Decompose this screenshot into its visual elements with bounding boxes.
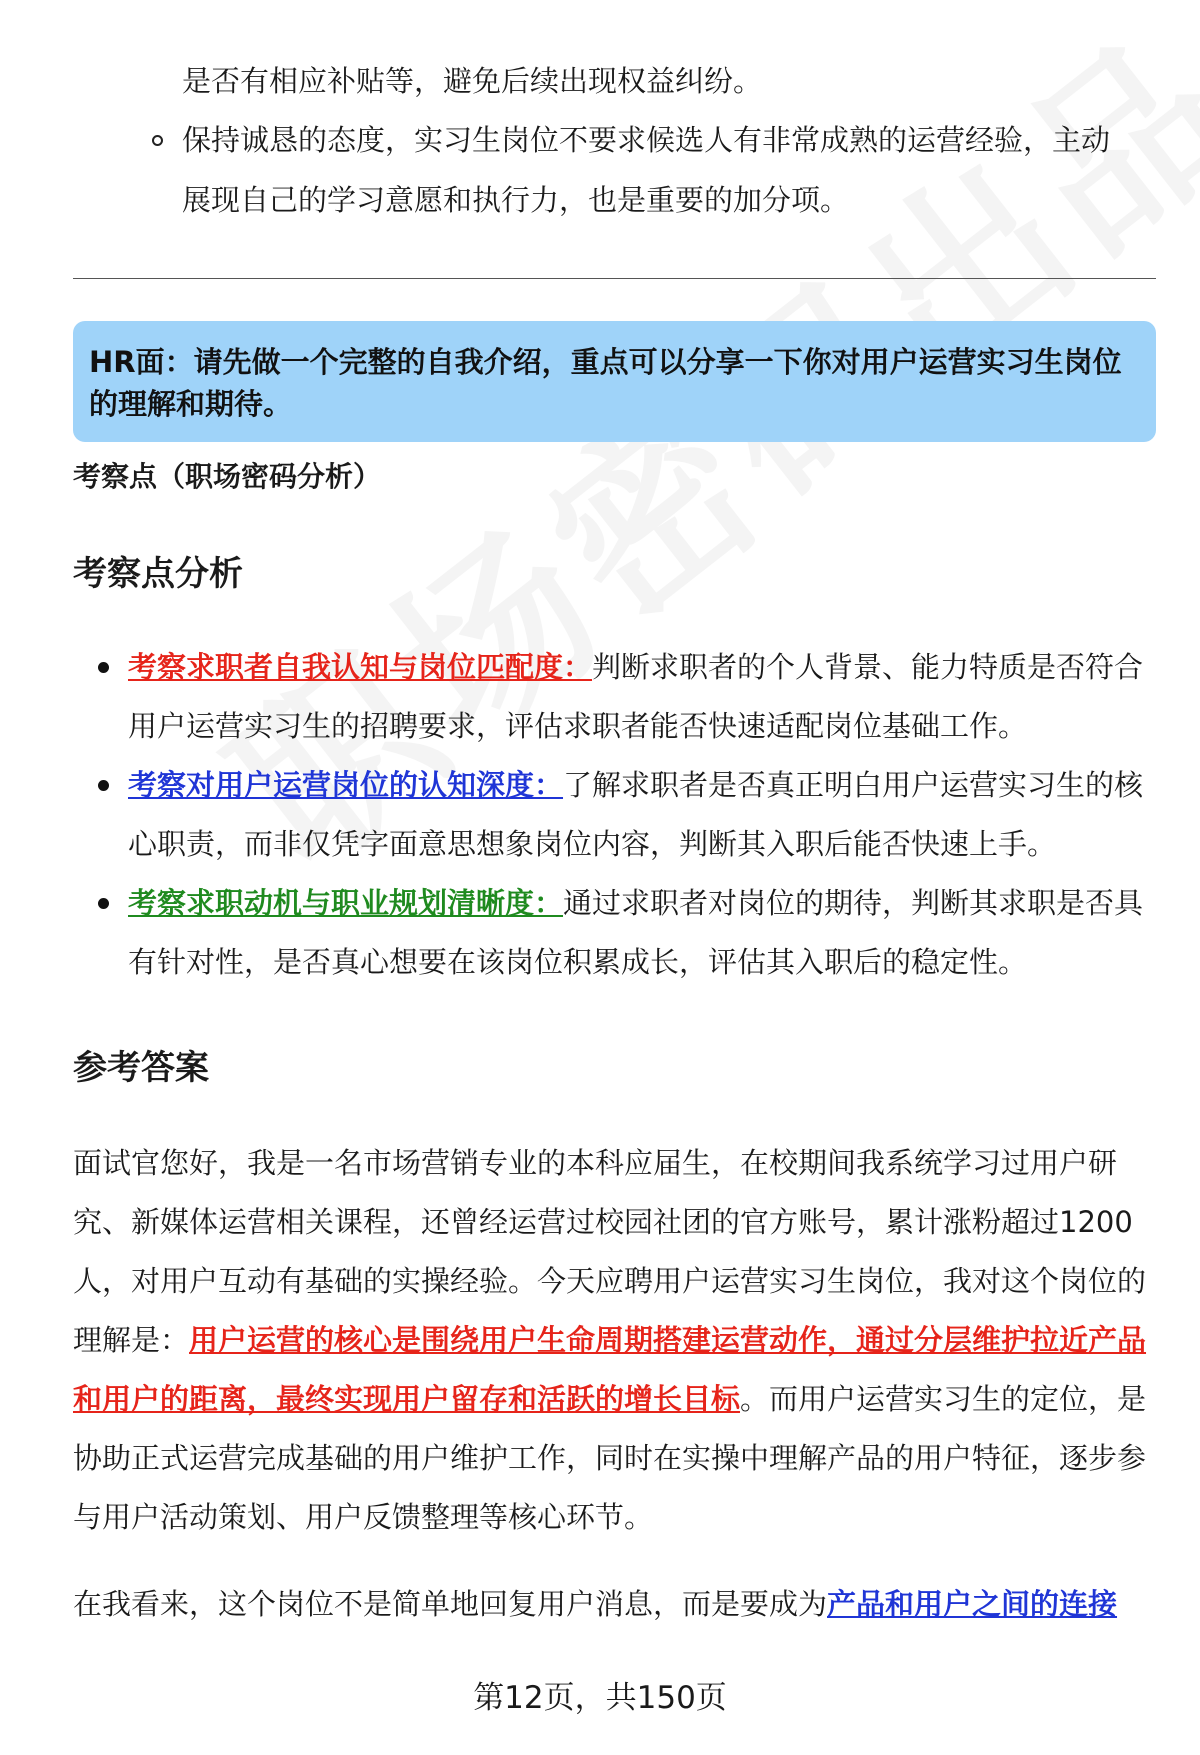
answer-paragraph-1 <box>73 1134 1158 1547</box>
answer-highlight: 用户运营的核心是围绕用户生命周期搭建运营动作，通过分层维护拉近产品和用户的距离，最终实现用户留存和活跃的增长目标 <box>73 1323 1147 1416</box>
analysis-text: 了解求职者是否真正明白用户运营实习生的核心职责，而非仅凭字面意思想象岗位内容，判断其入职后能否快速上手。 <box>128 768 1144 861</box>
section-label: 考察点（职场密码分析） <box>73 460 382 493</box>
analysis-keyword: 考察求职动机与职业规划清晰度： <box>128 886 564 920</box>
analysis-text: 通过求职者对岗位的期待，判断其求职是否具有针对性，是否真心想要在该岗位积累成长，评估其入职后的稳定性。 <box>128 886 1144 979</box>
hollow-bullet-icon <box>152 135 163 146</box>
analysis-item <box>128 638 1148 756</box>
bullet-dot-icon <box>98 780 109 791</box>
analysis-item <box>128 874 1148 992</box>
answer-text: 面试官您好，我是一名市场营销专业的本科应届生，在校期间我系统学习过用户研究、新媒体运营相关课程，还曾经运营过校园社团的官方账号，累计涨粉超过1200人，对用户互动有基础的实操经验。今天应聘用户运营实习生岗位，我对这个岗位的理解是： <box>73 1146 1147 1357</box>
analysis-heading: 考察点分析 <box>73 554 243 594</box>
bullet-text-line-2: 展现自己的学习意愿和执行力，也是重要的加分项。 <box>182 183 850 217</box>
answer-heading: 参考答案 <box>73 1048 209 1088</box>
answer-text: 。而用户运营实习生的定位，是协助正式运营完成基础的用户维护工作，同时在实操中理解产品的用户特征，逐步参与用户活动策划、用户反馈整理等核心环节。 <box>73 1382 1147 1534</box>
analysis-keyword: 考察对用户运营岗位的认知深度： <box>128 768 564 802</box>
question-callout <box>73 321 1156 442</box>
analysis-item <box>128 756 1148 874</box>
bullet-text-line-1: 保持诚恳的态度，实习生岗位不要求候选人有非常成熟的运营经验，主动 <box>182 123 1111 157</box>
bullet-dot-icon <box>98 898 109 909</box>
answer-text: 在我看来，这个岗位不是简单地回复用户消息，而是要成为 <box>73 1587 828 1621</box>
horizontal-divider <box>73 278 1156 279</box>
question-text: HR面：请先做一个完整的自我介绍，重点可以分享一下你对用户运营实习生岗位的理解和期待。 <box>89 345 1122 421</box>
page-number: 第12页，共150页 <box>473 1680 727 1716</box>
bullet-dot-icon <box>98 662 109 673</box>
analysis-text: 判断求职者的个人背景、能力特质是否符合用户运营实习生的招聘要求，评估求职者能否快速适配岗位基础工作。 <box>128 650 1144 743</box>
answer-highlight: 产品和用户之间的连接 <box>827 1587 1118 1621</box>
bullet-continuation-text: 是否有相应补贴等，避免后续出现权益纠纷。 <box>182 64 763 98</box>
answer-paragraph-2 <box>73 1575 1158 1634</box>
analysis-keyword: 考察求职者自我认知与岗位匹配度： <box>128 650 593 684</box>
